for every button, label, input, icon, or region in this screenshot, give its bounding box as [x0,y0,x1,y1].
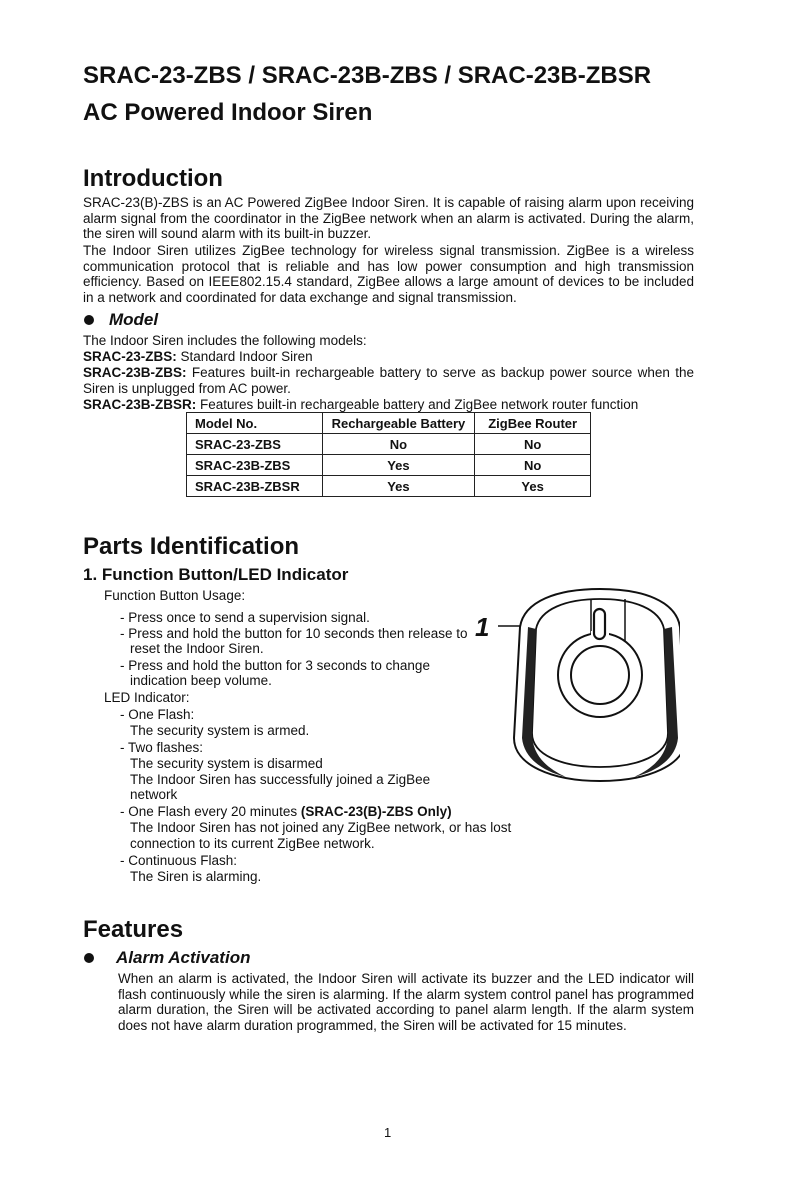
introduction-paragraph-2: The Indoor Siren utilizes ZigBee technology for wireless signal transmission. ZigBee is a wireless communication protocol that is reliable and has low power consumption and high transmission efficiency. Based on IEEE802.15.4 standard, ZigBee allows a large amount of devices to be included in a network and coordinated for data exchange and signal transmission. [83,243,694,305]
led-item-text: - One Flash every 20 minutes [120,804,301,819]
led-item-note: (SRAC-23(B)-ZBS Only) [300,804,452,819]
led-item-desc: The Indoor Siren has not joined any ZigBee network, or has lost [130,820,512,835]
led-item: - Continuous Flash: [120,853,238,868]
table-cell: Yes [475,476,591,497]
model-item [83,349,313,365]
features-heading: Features [83,916,184,943]
parts-heading: Parts Identification [83,533,300,560]
model-item-name: SRAC-23-ZBS: [83,349,177,364]
led-item-desc: connection to its current ZigBee network. [130,836,375,851]
introduction-heading: Introduction [83,165,223,192]
model-heading [84,310,158,330]
led-indicator-label: LED Indicator: [104,690,190,705]
table-row [187,476,591,497]
table-header-row [187,413,591,434]
function-item: indication beep volume. [130,673,272,688]
led-item [120,804,452,820]
alarm-activation-heading [84,948,250,968]
bullet-icon [84,953,94,963]
model-item-name: SRAC-23B-ZBSR: [83,397,197,412]
page-number: 1 [384,1125,392,1140]
function-item: - Press once to send a supervision signal. [120,610,370,625]
led-item-desc: The security system is armed. [130,723,310,738]
function-button-usage-label: Function Button Usage: [104,588,246,603]
led-item: - One Flash: [120,707,195,722]
siren-device-illustration [470,583,680,788]
model-item-desc: Features built-in rechargeable battery to serve as backup power source when the Siren is unplugged from AC power. [83,365,694,396]
table-header-cell: ZigBee Router [475,413,591,434]
bullet-icon [84,315,94,325]
introduction-paragraph-1: SRAC-23(B)-ZBS is an AC Powered ZigBee Indoor Siren. It is capable of raising alarm upon receiving alarm signal from the coordinator in the ZigBee network when an alarm is activated. During the alarm, the siren will sound alarm with its built-in buzzer. [83,195,694,242]
table-cell: No [322,434,475,455]
function-item: reset the Indoor Siren. [130,641,264,656]
model-item [83,397,638,413]
led-item: - Two flashes: [120,740,204,755]
table-cell: No [475,434,591,455]
function-button-subheading: 1. Function Button/LED Indicator [83,565,349,584]
table-cell: No [475,455,591,476]
model-item-desc: Standard Indoor Siren [176,349,313,364]
model-intro: The Indoor Siren includes the following models: [83,333,367,348]
document-subtitle: AC Powered Indoor Siren [83,99,373,126]
table-cell: Yes [322,476,475,497]
model-item-name: SRAC-23B-ZBS: [83,365,187,380]
table-row [187,455,591,476]
table-cell: Yes [322,455,475,476]
led-item-desc: The security system is disarmed [130,756,323,771]
function-item: - Press and hold the button for 10 seconds then release to [120,626,468,641]
model-comparison-table [186,412,591,497]
document-title: SRAC-23-ZBS / SRAC-23B-ZBS / SRAC-23B-ZBSR [83,62,652,89]
table-cell: SRAC-23-ZBS [187,434,323,455]
function-item: - Press and hold the button for 3 seconds to change [120,658,430,673]
model-item-desc: Features built-in rechargeable battery and ZigBee network router function [196,397,639,412]
alarm-activation-paragraph: When an alarm is activated, the Indoor Siren will activate its buzzer and the LED indicator will flash continuously while the siren is alarming. If the alarm system control panel has programmed alarm duration, the Siren will be activated according to panel alarm length. If the alarm system does not have alarm duration programmed, the Siren will be activated for 15 minutes. [118,971,694,1033]
alarm-activation-label: Alarm Activation [116,948,251,967]
led-item-desc: The Indoor Siren has successfully joined a ZigBee [130,772,431,787]
led-item-desc: network [130,787,178,802]
table-cell: SRAC-23B-ZBS [187,455,323,476]
model-item [83,365,694,396]
speaker-ring-inner [571,646,629,704]
table-header-cell: Rechargeable Battery [322,413,475,434]
model-heading-label: Model [109,310,159,329]
table-cell: SRAC-23B-ZBSR [187,476,323,497]
table-header-cell: Model No. [187,413,323,434]
table-row [187,434,591,455]
function-button-led [594,609,605,639]
callout-number: 1 [475,612,490,642]
led-item-desc: The Siren is alarming. [130,869,262,884]
